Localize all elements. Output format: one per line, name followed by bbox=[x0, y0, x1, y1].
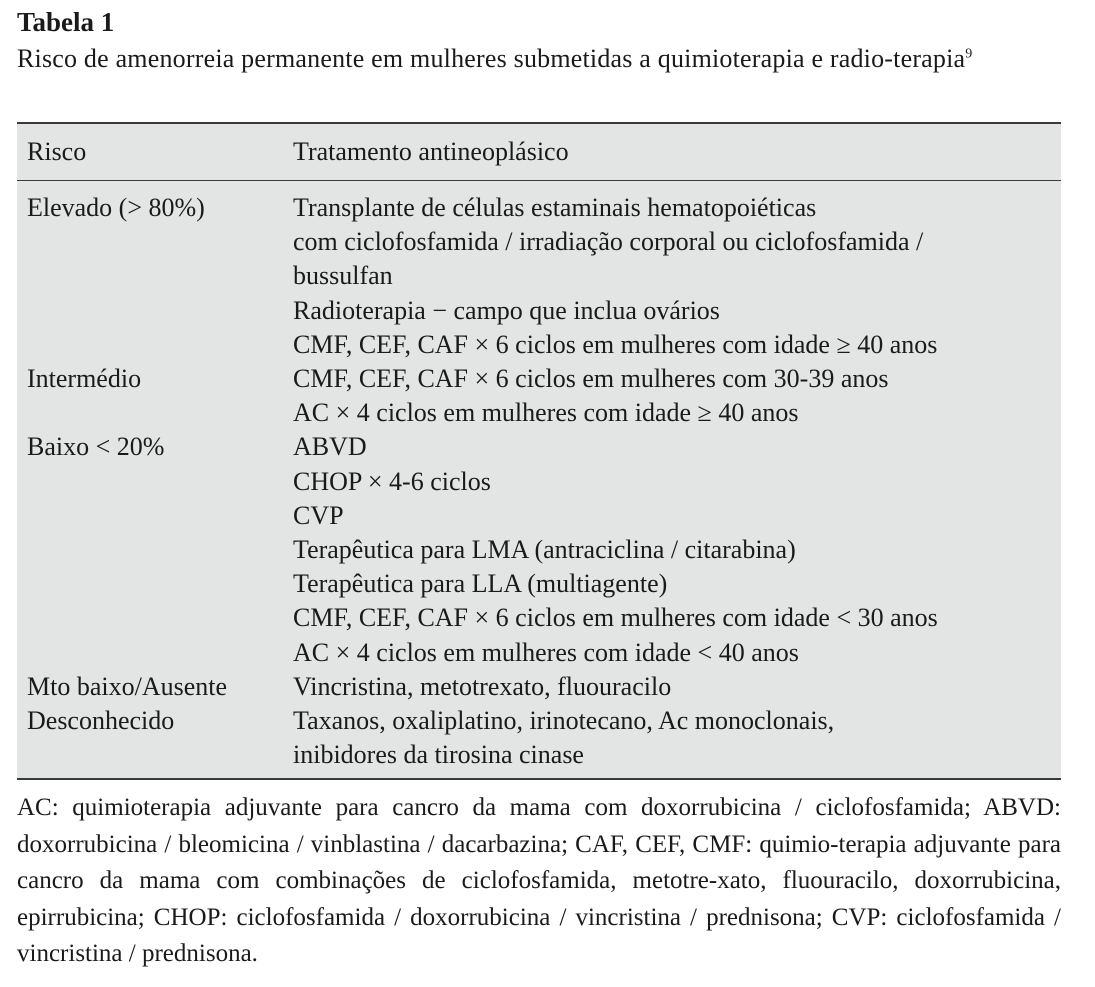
header-treatment: Tratamento antineoplásico bbox=[293, 137, 569, 166]
treatment-line: com ciclofosfamida / irradiação corporal ou ciclofosfamida / bbox=[293, 227, 924, 257]
treatment-line: AC × 4 ciclos em mulheres com idade < 40 anos bbox=[293, 637, 799, 667]
table-row bbox=[17, 362, 1061, 430]
treatment-cell bbox=[293, 191, 1061, 362]
risk-cell: Desconhecido bbox=[27, 706, 175, 736]
treatment-line: AC × 4 ciclos em mulheres com idade ≥ 40 anos bbox=[293, 398, 799, 428]
treatment-line: CMF, CEF, CAF × 6 ciclos em mulheres com idade ≥ 40 anos bbox=[293, 329, 938, 359]
treatment-line: ABVD bbox=[293, 432, 367, 462]
risk-cell: Mto baixo/Ausente bbox=[27, 671, 228, 701]
table-row bbox=[17, 191, 1061, 362]
treatment-line: Terapêutica para LLA (multiagente) bbox=[293, 569, 668, 599]
treatment-line: CMF, CEF, CAF × 6 ciclos em mulheres com 30-39 anos bbox=[293, 364, 889, 394]
treatment-cell bbox=[293, 430, 1061, 669]
treatment-line: Terapêutica para LMA (antraciclina / citarabina) bbox=[293, 535, 796, 565]
table-row bbox=[17, 430, 1061, 669]
treatment-line: CVP bbox=[293, 500, 344, 530]
risk-table bbox=[17, 122, 1061, 780]
treatment-line: CMF, CEF, CAF × 6 ciclos em mulheres com idade < 30 anos bbox=[293, 603, 938, 633]
risk-cell: Elevado (> 80%) bbox=[27, 193, 205, 222]
treatment-line: CHOP × 4-6 ciclos bbox=[293, 466, 491, 496]
header-risk: Risco bbox=[27, 137, 87, 166]
treatment-line: bussulfan bbox=[293, 261, 393, 291]
risk-cell: Intermédio bbox=[27, 364, 142, 394]
table-footnote: AC: quimioterapia adjuvante para cancro da mama com doxorrubicina / ciclofosfamida; ABVD: doxorrubicina / bleomicina / vinblastina / dacarbazina; CAF, CEF, CMF: quimio-terapia adjuvante para cancro da mama com combinações de ciclofosfamida, metotre-xato, fluouracilo, doxorrubicina, epirrubicina; CHOP: ciclofosfamida / doxorrubicina / vincristina / prednisona; CVP: ciclofosfamida / vincristina / prednisona. bbox=[17, 794, 1061, 967]
table-row bbox=[17, 670, 1061, 704]
risk-cell: Baixo < 20% bbox=[27, 432, 165, 462]
treatment-line: Radioterapia − campo que inclua ovários bbox=[293, 295, 720, 325]
treatment-line: Transplante de células estaminais hematopoiéticas bbox=[293, 193, 817, 222]
table-label: Tabela 1 bbox=[17, 7, 115, 37]
treatment-line: Taxanos, oxaliplatino, irinotecano, Ac monoclonais, bbox=[293, 706, 835, 736]
treatment-line: inibidores da tirosina cinase bbox=[293, 740, 584, 770]
table-caption bbox=[17, 42, 1061, 76]
document-page bbox=[17, 6, 1061, 967]
treatment-line: Vincristina, metotrexato, fluouracilo bbox=[293, 671, 672, 701]
table-row bbox=[17, 704, 1061, 772]
table-body bbox=[17, 181, 1061, 778]
table-header-row bbox=[17, 124, 1061, 181]
treatment-cell bbox=[293, 670, 1061, 704]
treatment-cell bbox=[293, 704, 1061, 772]
caption-reference: 9 bbox=[965, 46, 973, 62]
caption-text: Risco de amenorreia permanente em mulheres submetidas a quimioterapia e radio-terapia bbox=[17, 44, 966, 73]
treatment-cell bbox=[293, 362, 1061, 430]
